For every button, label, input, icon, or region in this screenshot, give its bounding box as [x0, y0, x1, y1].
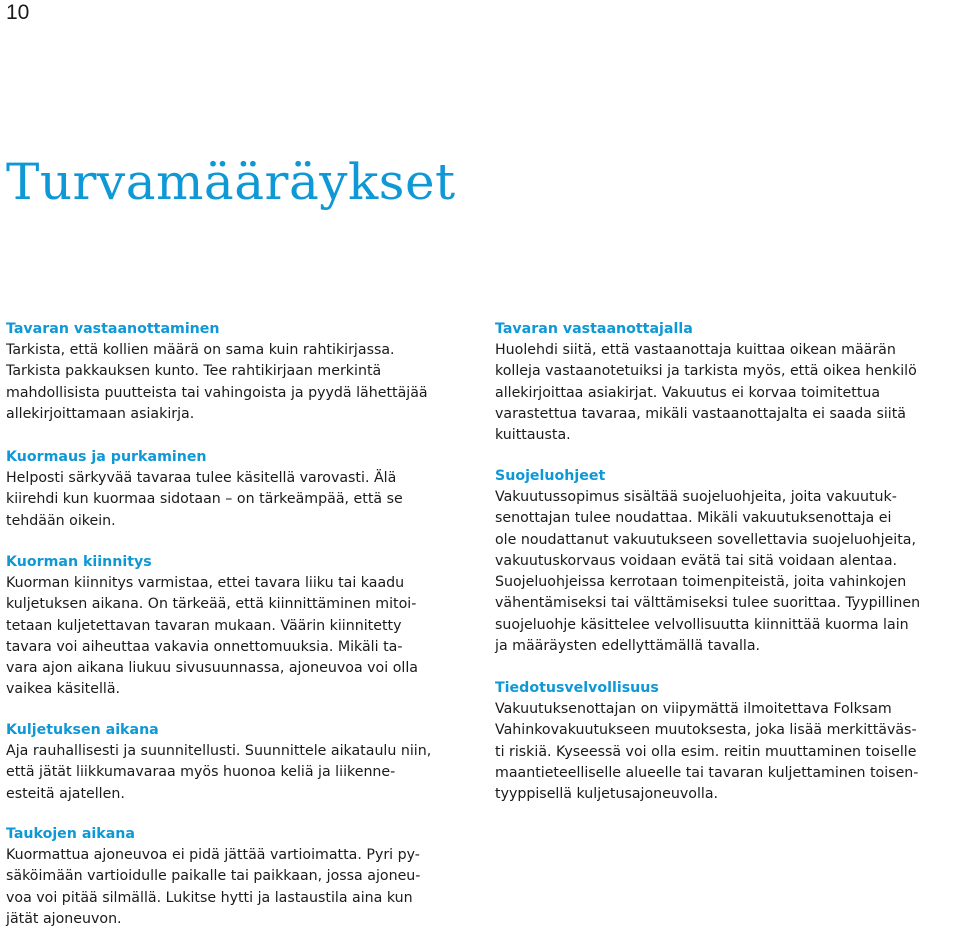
section-body: Tarkista, että kollien määrä on sama kuin rahtikirjassa. Tarkista pakkauksen kunto. Tee rahtikirjaan merkintä mahdollisista puutteista tai vahingoista ja pyydä lähettäjää allekirjoittamaan asiakirja. [6, 342, 428, 422]
page-number: 10 [6, 1, 30, 24]
section-suojeluohjeet [495, 466, 957, 657]
section-heading: Tiedotusvelvollisuus [495, 680, 659, 696]
section-kuorman-kiinnitys [6, 552, 476, 701]
section-body: Vakuutussopimus sisältää suojeluohjeita, joita vakuutuk- senottajan tulee noudattaa. Mikäli vakuutuksenottaja ei ole noudattanut vakuutukseen sovellettavia suojeluohjeita, vakuutuskorvaus voidaan evätä tai sitä voidaan alentaa. Suojeluohjeissa kerrotaan toimenpiteistä, joita vahinkojen vähentämiseksi tai välttämiseksi tulee suorittaa. Tyypillinen suojeluohje käsittelee velvollisuutta kiinnittää kuorma lain ja määräysten edellyttämällä tavalla. [495, 489, 921, 655]
section-taukojen-aikana [6, 824, 476, 930]
section-tavaran-vastaanottajalla [495, 319, 957, 446]
section-heading: Kuorman kiinnitys [6, 554, 152, 570]
page-title: Turvamääräykset [6, 153, 456, 211]
section-heading: Suojeluohjeet [495, 468, 606, 484]
section-kuljetuksen-aikana [6, 720, 476, 805]
section-kuormaus-ja-purkaminen [6, 447, 476, 532]
section-heading: Kuormaus ja purkaminen [6, 449, 207, 465]
section-body: Vakuutuksenottajan on viipymättä ilmoitettava Folksam Vahinkovakuutukseen muutoksesta, joka lisää merkittäväs- ti riskiä. Kyseessä voi olla esim. reitin muuttaminen toiselle maantieteelliselle alueelle tai tavaran kuljettaminen toisen- tyyppisellä kuljetusajoneuvolla. [495, 701, 919, 803]
section-tavaran-vastaanottaminen [6, 319, 476, 425]
section-body: Kuorman kiinnitys varmistaa, ettei tavara liiku tai kaadu kuljetuksen aikana. On tärkeää, että kiinnittäminen mitoi- tetaan kuljetettavan tavaran mukaan. Väärin kiinnitetty tavara voi aiheuttaa vakavia onnettomuuksia. Mikäli ta- vara ajon aikana liukuu sivusuunnassa, ajoneuvoa voi olla vaikea käsitellä. [6, 575, 418, 698]
section-body: Kuormattua ajoneuvoa ei pidä jättää vartioimatta. Pyri py- säköimään vartioidulle paikalle tai paikkaan, jossa ajoneu- voa voi pitää silmällä. Lukitse hytti ja lastaustila aina kun jätät ajoneuvon. [6, 847, 421, 927]
section-heading: Kuljetuksen aikana [6, 722, 159, 738]
section-tiedotusvelvollisuus [495, 678, 957, 805]
section-heading: Tavaran vastaanottaminen [6, 321, 220, 337]
section-body: Helposti särkyvää tavaraa tulee käsitellä varovasti. Älä kiirehdi kun kuormaa sidotaan – on tärkeämpää, että se tehdään oikein. [6, 470, 403, 529]
section-heading: Tavaran vastaanottajalla [495, 321, 693, 337]
section-heading: Taukojen aikana [6, 826, 135, 842]
section-body: Aja rauhallisesti ja suunnitellusti. Suunnittele aikataulu niin, että jätät liikkumavaraa myös huonoa keliä ja liikenne- esteitä ajatellen. [6, 743, 432, 802]
section-body: Huolehdi siitä, että vastaanottaja kuittaa oikean määrän kolleja vastaanotetuiksi ja tarkista myös, että oikea henkilö allekirjoittaa asiakirjat. Vakuutus ei korvaa toimitettua varastettua tavaraa, mikäli vastaanottajalta ei saada siitä kuittausta. [495, 342, 917, 444]
